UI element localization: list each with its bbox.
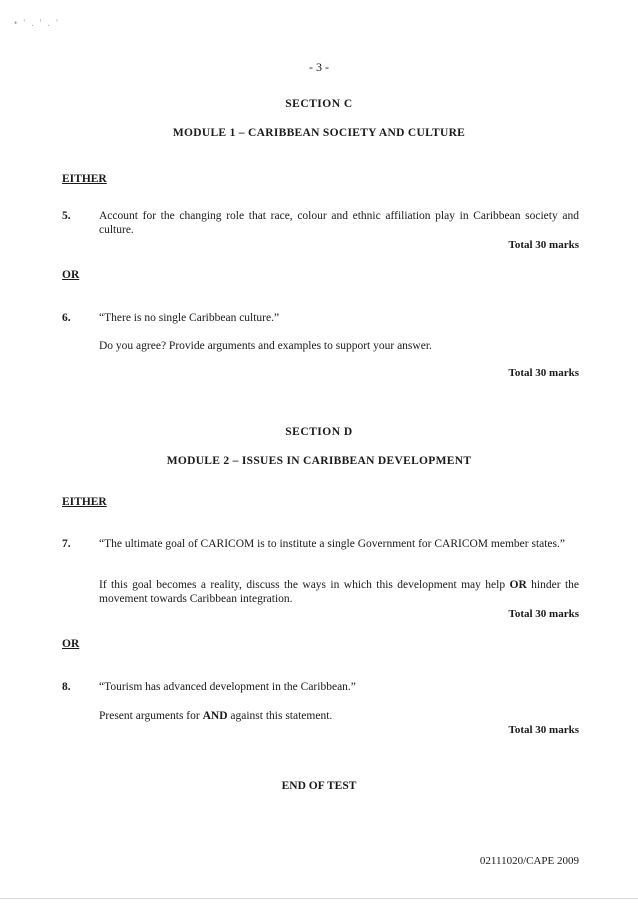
question-7-prompt — [99, 578, 579, 607]
question-7-prompt-after: hinder the movement towards Caribbean integration. — [99, 579, 579, 606]
question-8-prompt-after: against this statement. — [227, 710, 333, 722]
either-label-d: EITHER — [62, 496, 107, 508]
question-7-prompt-before: If this goal becomes a reality, discuss the ways in which this development may help — [99, 579, 510, 591]
end-of-test: END OF TEST — [281, 780, 357, 792]
question-8-prompt-and: AND — [202, 710, 228, 722]
footer-exam-code: 02111020/CAPE 2009 — [479, 855, 579, 867]
question-7-prompt-or: OR — [509, 579, 527, 591]
question-5-marks: Total 30 marks — [508, 239, 579, 251]
section-c-module: MODULE 1 – CARIBBEAN SOCIETY AND CULTURE — [172, 127, 466, 139]
section-d-module: MODULE 2 – ISSUES IN CARIBBEAN DEVELOPMENT — [166, 455, 472, 467]
question-6-marks: Total 30 marks — [508, 367, 579, 379]
question-8-number: 8. — [62, 681, 71, 693]
scan-artifact: • ' . ' . ' — [14, 18, 60, 28]
question-8-quote: “Tourism has advanced development in the Caribbean.” — [99, 681, 356, 693]
section-c-title: SECTION C — [285, 98, 353, 110]
or-label-d: OR — [62, 638, 80, 650]
page-bottom-edge — [0, 898, 638, 899]
question-8-marks: Total 30 marks — [508, 724, 579, 736]
section-d-title: SECTION D — [285, 426, 353, 438]
either-label-c: EITHER — [62, 173, 107, 185]
question-6-prompt: Do you agree? Provide arguments and examples to support your answer. — [99, 340, 432, 352]
question-5-text: Account for the changing role that race, colour and ethnic affiliation play in Caribbean society and culture. — [99, 210, 579, 237]
question-6-quote: “There is no single Caribbean culture.” — [99, 312, 280, 324]
question-8-prompt-before: Present arguments for — [99, 710, 203, 722]
question-7-quote: “The ultimate goal of CARICOM is to institute a single Government for CARICOM member states.” — [99, 538, 565, 550]
page-number: - 3 - — [309, 60, 329, 74]
question-6-number: 6. — [62, 312, 71, 324]
question-5-number: 5. — [62, 210, 71, 222]
question-7-marks: Total 30 marks — [508, 608, 579, 620]
or-label-c: OR — [62, 269, 80, 281]
question-8-prompt — [99, 709, 579, 723]
question-7-number: 7. — [62, 538, 71, 550]
